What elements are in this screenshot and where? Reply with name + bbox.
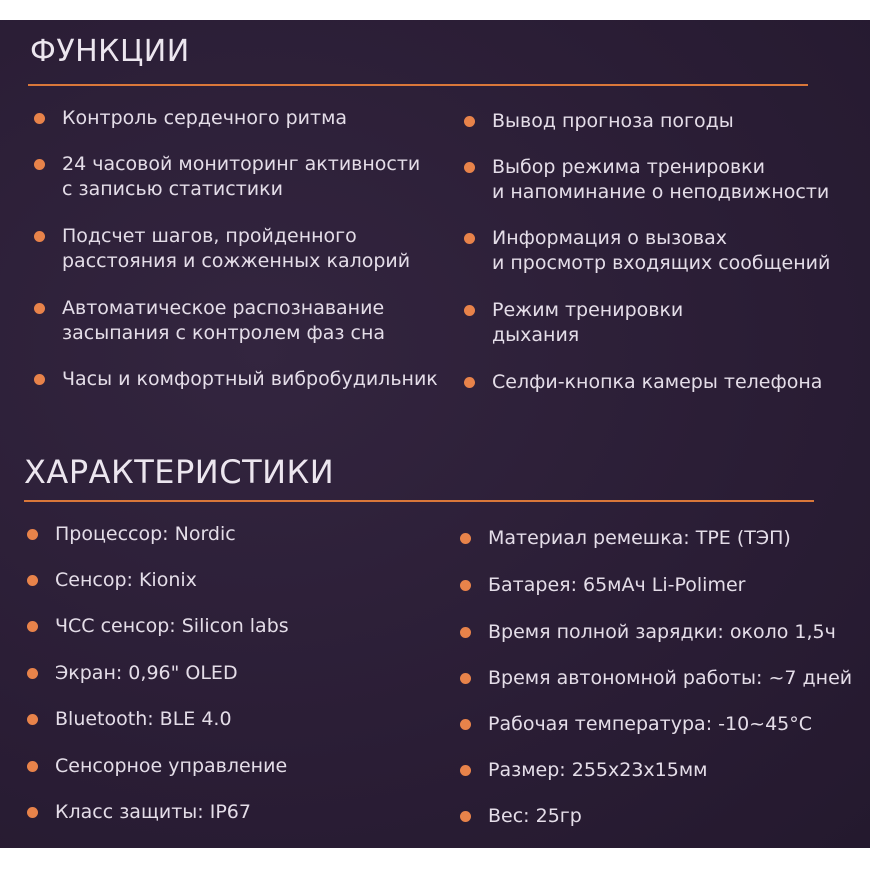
list-item-text: дыхания bbox=[492, 324, 580, 346]
bullet-dot-icon bbox=[464, 377, 475, 388]
list-item-text: Часы и комфортный вибробудильник bbox=[62, 368, 438, 390]
bullet-dot-icon bbox=[27, 575, 38, 586]
list-item-text: Сенсор: Kionix bbox=[55, 569, 197, 591]
bullet-dot-icon bbox=[460, 580, 471, 591]
bullet-dot-icon bbox=[27, 621, 38, 632]
bullet-dot-icon bbox=[464, 305, 475, 316]
functions-divider bbox=[28, 84, 808, 86]
bullet-dot-icon bbox=[34, 374, 45, 385]
bullet-dot-icon bbox=[34, 303, 45, 314]
bullet-dot-icon bbox=[460, 627, 471, 638]
list-item-text: Процессор: Nordic bbox=[55, 523, 236, 545]
list-item-text: Подсчет шагов, пройденного bbox=[62, 225, 357, 247]
list-item-text: ЧСС сенсор: Silicon labs bbox=[55, 615, 289, 637]
list-item-text: Время полной зарядки: около 1,5ч bbox=[488, 621, 836, 643]
list-item-text: и напоминание о неподвижности bbox=[492, 181, 830, 203]
list-item-text: Bluetooth: BLE 4.0 bbox=[55, 708, 232, 730]
list-item bbox=[55, 614, 289, 639]
list-item-text: расстояния и сожженных калорий bbox=[62, 250, 411, 272]
list-item-text: Вывод прогноза погоды bbox=[492, 110, 734, 132]
list-item-text: 24 часовой мониторинг активности bbox=[62, 153, 421, 175]
bullet-dot-icon bbox=[27, 807, 38, 818]
list-item-text: Автоматическое распознавание bbox=[62, 297, 385, 319]
list-item bbox=[488, 758, 708, 783]
list-item bbox=[55, 800, 251, 825]
list-item bbox=[492, 109, 734, 134]
bullet-dot-icon bbox=[460, 811, 471, 822]
list-item bbox=[62, 106, 347, 131]
list-item-text: Селфи-кнопка камеры телефона bbox=[492, 371, 823, 393]
bullet-dot-icon bbox=[464, 116, 475, 127]
list-item-text: Батарея: 65мАч Li-Polimer bbox=[488, 574, 746, 596]
list-item bbox=[488, 804, 582, 829]
list-item bbox=[55, 661, 238, 686]
list-item bbox=[62, 152, 420, 202]
bullet-dot-icon bbox=[27, 714, 38, 725]
list-item bbox=[492, 155, 829, 205]
list-item-text: Материал ремешка: TPE (ТЭП) bbox=[488, 527, 791, 549]
list-item bbox=[488, 573, 745, 598]
list-item bbox=[492, 298, 683, 348]
list-item-text: с записью статистики bbox=[62, 178, 283, 200]
functions-title: ФУНКЦИИ bbox=[30, 34, 190, 69]
list-item bbox=[55, 568, 197, 593]
list-item bbox=[55, 707, 232, 732]
list-item bbox=[62, 224, 410, 274]
list-item bbox=[62, 367, 438, 392]
list-item bbox=[488, 526, 791, 551]
bullet-dot-icon bbox=[27, 529, 38, 540]
list-item-text: и просмотр входящих сообщений bbox=[492, 252, 831, 274]
list-item-text: Сенсорное управление bbox=[55, 755, 288, 777]
list-item-text: Класс защиты: IP67 bbox=[55, 801, 251, 823]
list-item-text: Режим тренировки bbox=[492, 299, 684, 321]
bullet-dot-icon bbox=[27, 761, 38, 772]
product-features-panel bbox=[0, 20, 870, 848]
list-item bbox=[488, 620, 836, 645]
list-item-text: Выбор режима тренировки bbox=[492, 156, 766, 178]
list-item bbox=[488, 712, 812, 737]
list-item bbox=[55, 522, 236, 547]
bullet-dot-icon bbox=[34, 159, 45, 170]
bullet-dot-icon bbox=[460, 533, 471, 544]
list-item bbox=[62, 296, 385, 346]
bullet-dot-icon bbox=[460, 673, 471, 684]
list-item bbox=[55, 754, 287, 779]
specs-divider bbox=[24, 500, 814, 502]
bullet-dot-icon bbox=[34, 231, 45, 242]
bullet-dot-icon bbox=[27, 668, 38, 679]
list-item bbox=[492, 226, 830, 276]
bullet-dot-icon bbox=[464, 233, 475, 244]
list-item-text: Контроль сердечного ритма bbox=[62, 107, 348, 129]
list-item-text: засыпания с контролем фаз сна bbox=[62, 322, 386, 344]
bullet-dot-icon bbox=[460, 765, 471, 776]
list-item-text: Размер: 255x23x15мм bbox=[488, 759, 708, 781]
list-item-text: Информация о вызовах bbox=[492, 227, 727, 249]
list-item-text: Вес: 25гр bbox=[488, 805, 582, 827]
list-item bbox=[492, 370, 822, 395]
specs-title: ХАРАКТЕРИСТИКИ bbox=[24, 453, 335, 491]
list-item bbox=[488, 666, 852, 691]
list-item-text: Экран: 0,96" OLED bbox=[55, 662, 238, 684]
list-item-text: Рабочая температура: -10~45°C bbox=[488, 713, 813, 735]
list-item-text: Время автономной работы: ~7 дней bbox=[488, 667, 853, 689]
bullet-dot-icon bbox=[460, 719, 471, 730]
bullet-dot-icon bbox=[34, 113, 45, 124]
bullet-dot-icon bbox=[464, 162, 475, 173]
